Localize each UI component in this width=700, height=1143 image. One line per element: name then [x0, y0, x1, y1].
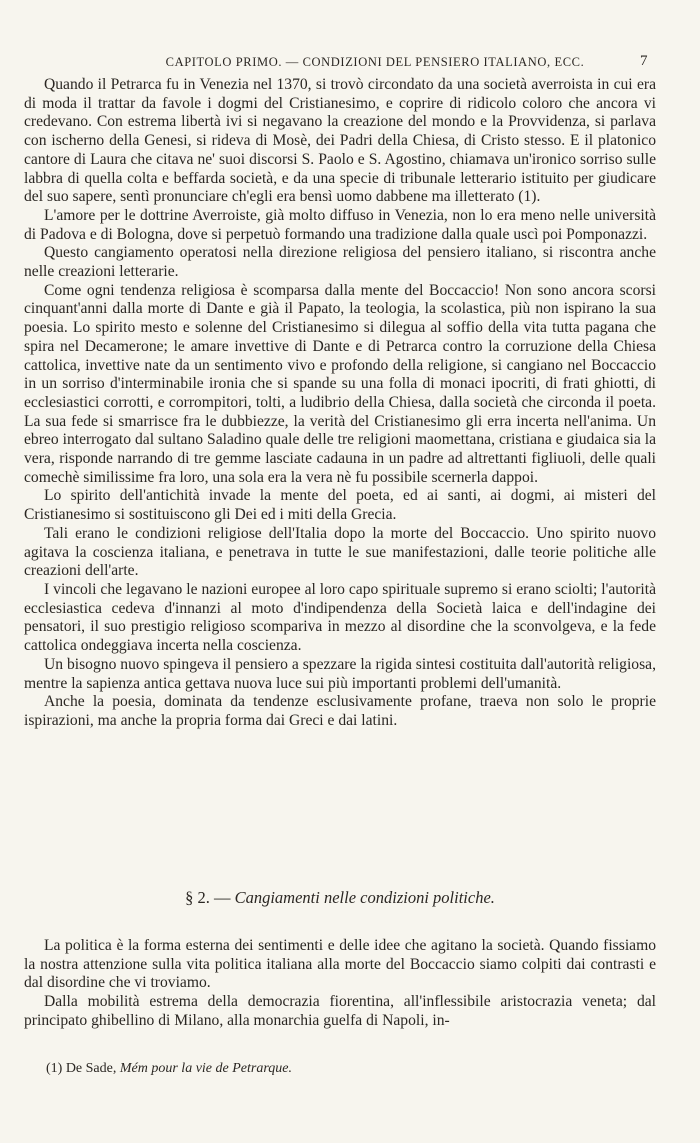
- section-text: [24, 937, 656, 1031]
- footnote-marker: (1) De Sade,: [46, 1061, 117, 1076]
- running-head: CAPITOLO PRIMO. — CONDIZIONI DEL PENSIERO ITALIANO, ECC.: [165, 55, 585, 69]
- paragraph: La politica è la forma esterna dei sentimenti e delle idee che agitano la società. Quando fissiamo la nostra attenzione sulla vita politica italiana alla morte del Boccaccio siamo colpiti dai contrasti e dal disordine che vi troviamo.: [24, 937, 656, 992]
- section-title: Cangiamenti nelle condizioni politiche.: [234, 888, 495, 907]
- section-number: § 2. —: [185, 888, 231, 907]
- page-number: 7: [640, 53, 648, 69]
- paragraph: L'amore per le dottrine Averroiste, già molto diffuso in Venezia, non lo era meno nelle università di Padova e di Bologna, dove si perpetuò formando una tradizione dalla quale uscì poi Pomponazzi.: [24, 206, 656, 243]
- footnote: [46, 1061, 646, 1077]
- paragraph: I vincoli che legavano le nazioni europee al loro capo spirituale supremo si erano sciolti; l'autorità ecclesiastica cedeva d'innanzi al moto d'indipendenza della Società laica e dell'indagine dei pensatori, il suo prestigio religioso scompariva in mezzo al disordine che la sconvolgeva, e la fede cattolica ondeggiava incerta nella coscienza.: [24, 580, 656, 655]
- paragraph: Come ogni tendenza religiosa è scomparsa dalla mente del Boccaccio! Non sono ancora scorsi cinquant'anni dalla morte di Dante e già il Papato, la teologia, la scolastica, più non ispirano la sua poesia. Lo spirito mesto e solenne del Cristianesimo si dilegua al soffio della vita tutta pagana che spira nel Decamerone; le amare invettive di Dante e di Petrarca contro la corruzione della Chiesa cattolica, invettive nate da un sentimento vivo e profondo della religione, si cangiano nel Boccaccio in un sorriso d'interminabile ironia che si spande su una folla di monaci ipocriti, di frati ghiotti, di ecclesiastici corrotti, e corrompitori, tolti, a ludibrio della Chiesa, dalla società che circonda il poeta. La sua fede si smarrisce fra le dubbiezze, la verità del Cristianesimo gli erra incerta nell'anima. Un ebreo interrogato dal sultano Saladino quale delle tre religioni maomettana, cristiana e giudaica sia la vera, risponde narrando di tre gemme lasciate cadauna in un padre ad altrettanti figliuoli, delle quali comechè similissime fra loro, una sola era la vera nè fu possibile scernerla dappoi.: [24, 281, 656, 486]
- paragraph: Tali erano le condizioni religiose dell'Italia dopo la morte del Boccaccio. Uno spirito nuovo agitava la coscienza italiana, e penetrava in tutte le sue manifestazioni, dalle teorie politiche alle creazioni dell'arte.: [24, 524, 656, 580]
- paragraph: Lo spirito dell'antichità invade la mente del poeta, ed ai santi, ai dogmi, ai misteri del Cristianesimo si sostituiscono gli Dei ed i miti della Grecia.: [24, 487, 656, 524]
- paragraph: Anche la poesia, dominata da tendenze esclusivamente profane, traeva non solo le proprie ispirazioni, ma anche la propria forma dai Greci e dai latini.: [24, 693, 656, 729]
- paragraph: Un bisogno nuovo spingeva il pensiero a spezzare la rigida sintesi costituita dall'autorità religiosa, mentre la sapienza antica gettava nuova luce sui più importanti problemi dell'umanità.: [24, 655, 656, 692]
- footnote-citation: Mém pour la vie de Petrarque.: [119, 1061, 292, 1076]
- paragraph: Questo cangiamento operatosi nella direzione religiosa del pensiero italiano, si riscontra anche nelle creazioni letterarie.: [24, 244, 656, 281]
- body-text: [24, 76, 656, 731]
- paragraph: Dalla mobilità estrema della democrazia fiorentina, all'inflessibile aristocrazia veneta; dal principato ghibellino di Milano, alla monarchia guelfa di Napoli, in-: [24, 993, 656, 1029]
- paragraph: Quando il Petrarca fu in Venezia nel 1370, si trovò circondato da una società averroista in cui era di moda il trattar da favole i dogmi del Cristianesimo, e coprire di ridicolo coloro che ancora vi credevano. Con estrema libertà ivi si negavano la creazione del mondo e la Provvidenza, si parlava con ischerno della Genesi, si rideva di Mosè, dei Padri della Chiesa, di Cristo stesso. E il platonico cantore di Laura che citava ne' suoi discorsi S. Paolo e S. Agostino, chiamava un'ironico sorriso sulle labbra di quella colta e beffarda società, e da una specie di tribunale letterario istituito per giudicare del suo sapere, sentì pronunciare ch'egli era bensì uomo dabbene ma illetterato (1).: [24, 76, 656, 206]
- section-heading: [24, 888, 656, 908]
